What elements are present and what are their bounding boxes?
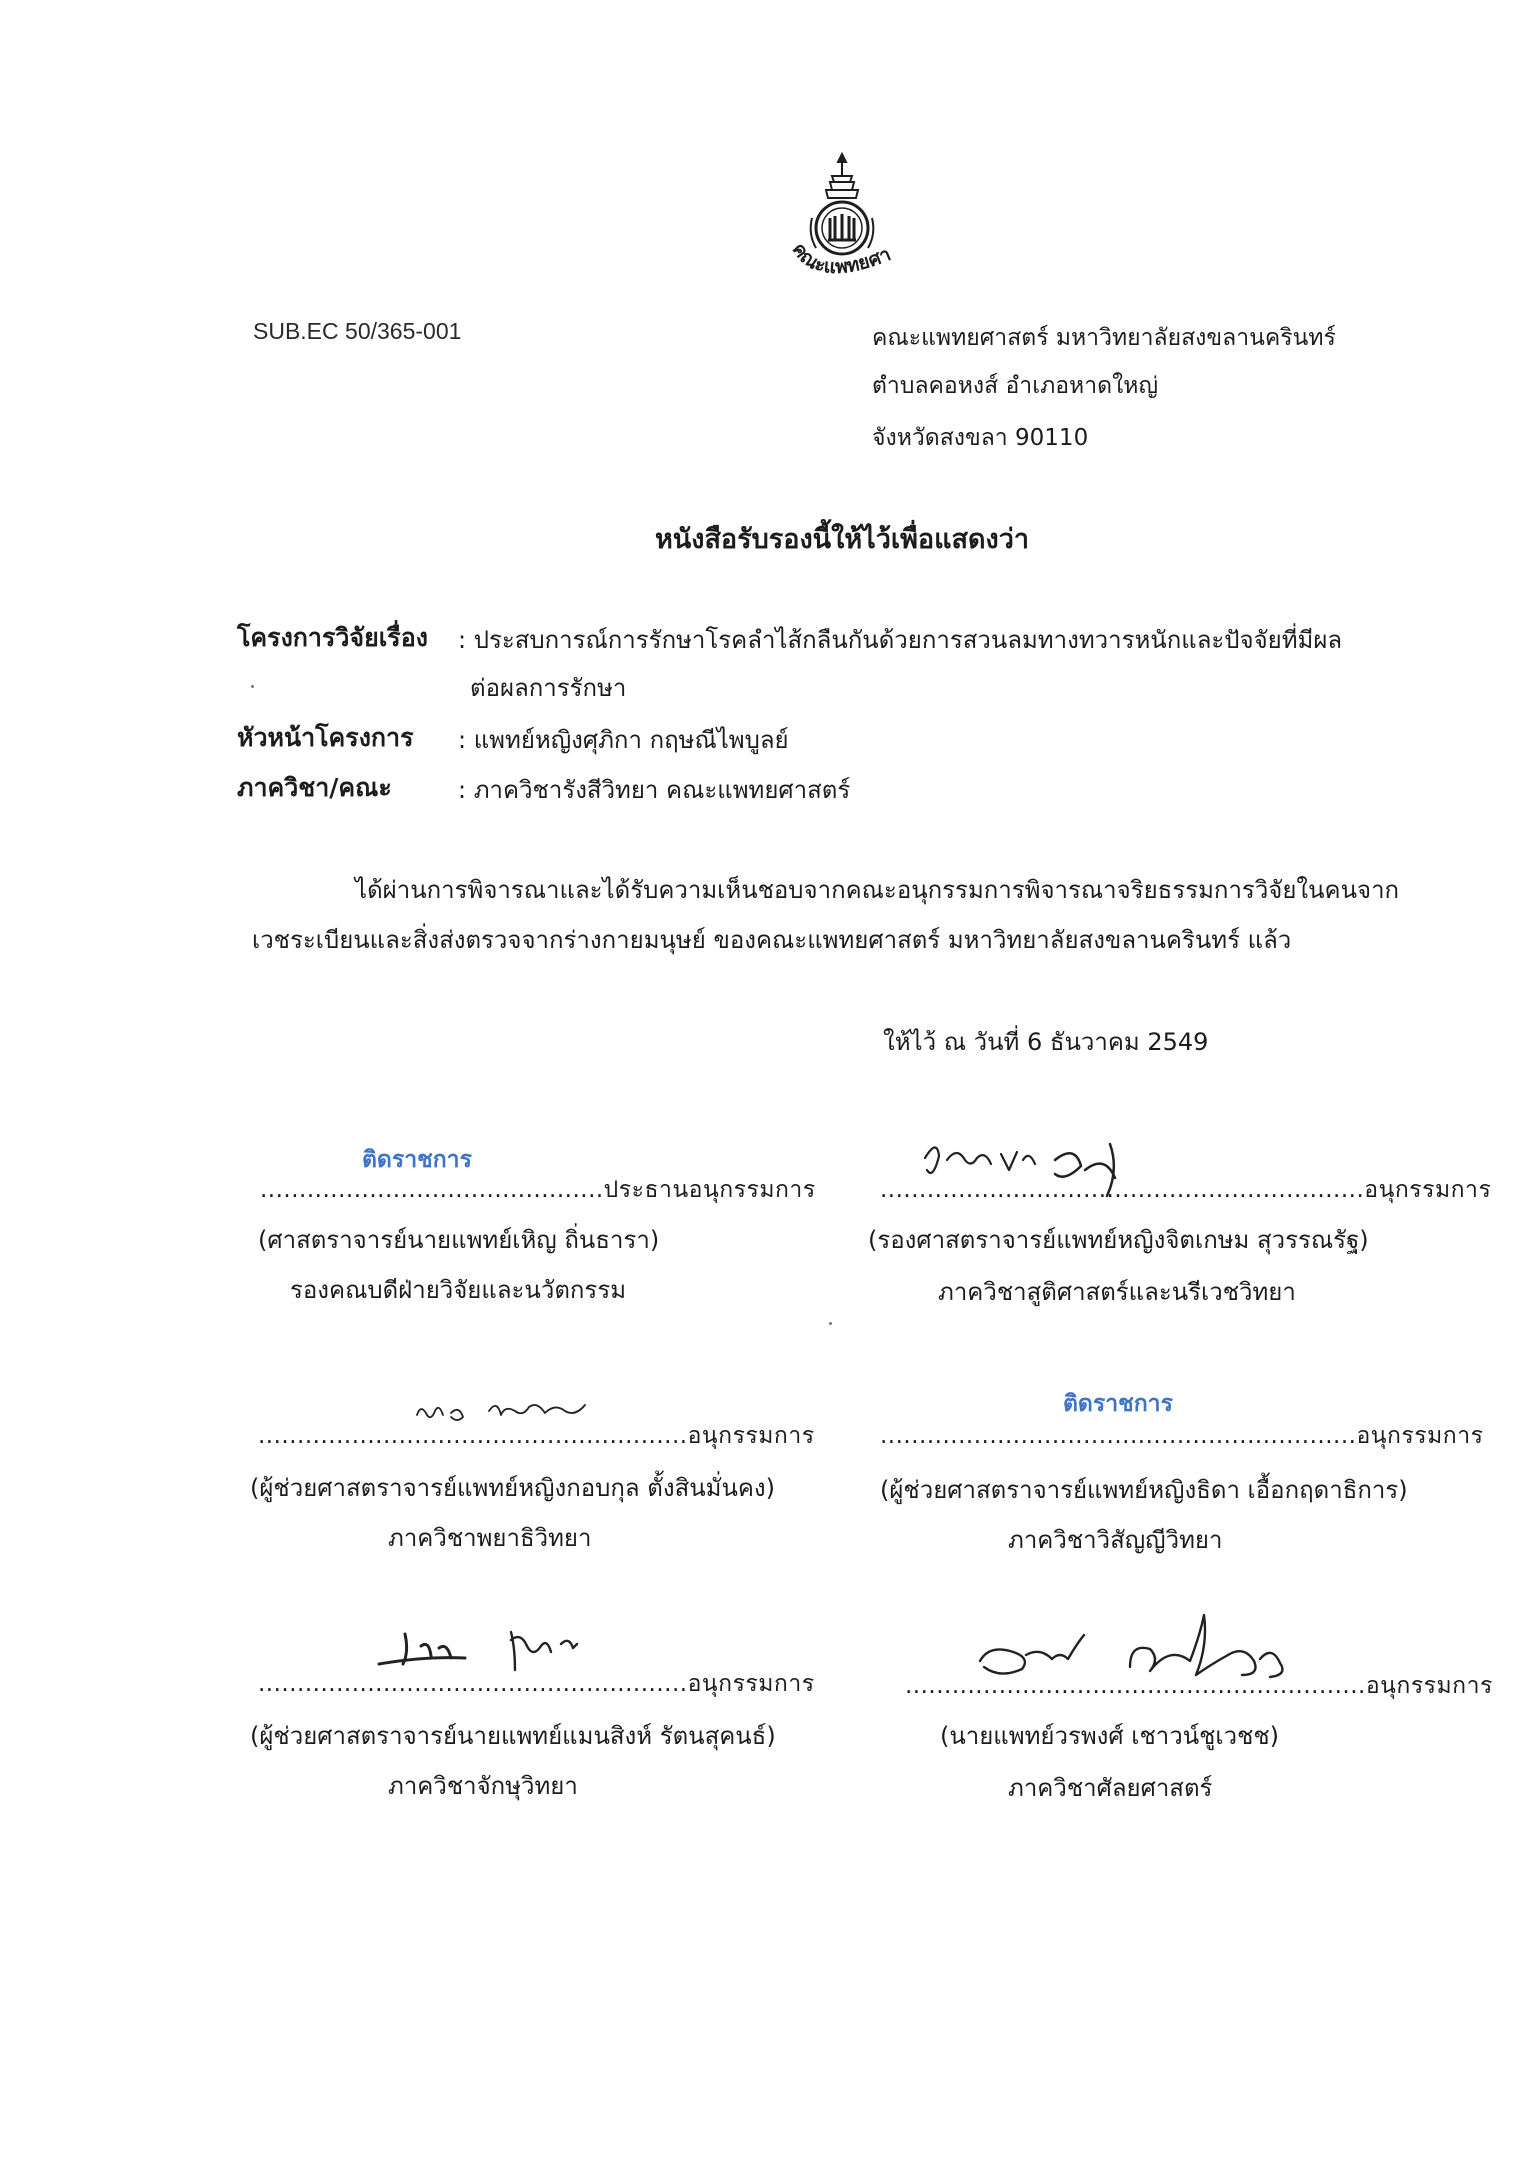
signature-line-chairman: ............................................ประธานอนุกรรมการ bbox=[260, 1177, 816, 1203]
body-line-1: ได้ผ่านการพิจารณาและได้รับความเห็นชอบจากคณะอนุกรรมการพิจารณาจริยธรรมการวิจัยในคนจาก bbox=[355, 876, 1400, 904]
lead-value: : แพทย์หญิงศุภิกา กฤษณีไพบูลย์ bbox=[458, 726, 789, 754]
stray-mark bbox=[829, 1322, 832, 1325]
absence-stamp-1: ติดราชการ bbox=[362, 1146, 472, 1172]
document-title: หนังสือรับรองนี้ให้ไว้เพื่อแสดงว่า bbox=[655, 524, 1030, 555]
signature-line-member-3: .......................................................อนุกรรมการ bbox=[258, 1423, 815, 1449]
signatory-name-5: (ผู้ช่วยศาสตราจารย์นายแพทย์แมนสิงห์ รัตนสุคนธ์) bbox=[250, 1722, 776, 1750]
reference-number: SUB.EC 50/365-001 bbox=[253, 318, 462, 344]
signatory-name-3: (ผู้ช่วยศาสตราจารย์แพทย์หญิงกอบกุล ตั้งสินมั่นคง) bbox=[250, 1474, 775, 1502]
signatory-name-6: (นายแพทย์วรพงศ์ เชาวน์ชูเวชช) bbox=[940, 1722, 1280, 1750]
address-line-2: ตำบลคอหงส์ อำเภอหาดใหญ่ bbox=[872, 373, 1159, 399]
address-line-1: คณะแพทยศาสตร์ มหาวิทยาลัยสงขลานครินทร์ bbox=[872, 325, 1336, 351]
project-title-line-1: : ประสบการณ์การรักษาโรคลำไส้กลืนกันด้วยการสวนลมทางทวารหนักและปัจจัยที่มีผล bbox=[458, 626, 1343, 654]
signatory-position-6: ภาควิชาศัลยศาสตร์ bbox=[1008, 1774, 1213, 1802]
faculty-seal-logo bbox=[772, 148, 912, 296]
project-label: โครงการวิจัยเรื่อง bbox=[237, 623, 428, 652]
seal-lettering: คณะแพทยศา bbox=[787, 238, 895, 279]
signatory-name-1: (ศาสตราจารย์นายแพทย์เหิญ ถิ่นธารา) bbox=[258, 1226, 660, 1254]
signatory-position-2: ภาควิชาสูติศาสตร์และนรีเวชวิทยา bbox=[938, 1278, 1296, 1306]
signature-line-member-5: .......................................................อนุกรรมการ bbox=[258, 1671, 815, 1697]
signatory-position-1: รองคณบดีฝ่ายวิจัยและนวัตกรรม bbox=[290, 1276, 627, 1304]
signatory-position-5: ภาควิชาจักษุวิทยา bbox=[388, 1772, 578, 1800]
project-title-line-2: ต่อผลการรักษา bbox=[470, 674, 627, 702]
signature-line-member-6: ...........................................................อนุกรรมการ bbox=[905, 1673, 1493, 1699]
department-label: ภาควิชา/คณะ bbox=[237, 773, 392, 802]
address-line-3: จังหวัดสงขลา 90110 bbox=[872, 425, 1089, 451]
signatory-name-2: (รองศาสตราจารย์แพทย์หญิงจิตเกษม สุวรรณรัฐ) bbox=[868, 1226, 1369, 1254]
seal-emblem-icon bbox=[772, 148, 912, 296]
signatory-position-3: ภาควิชาพยาธิวิทยา bbox=[388, 1524, 592, 1552]
signatory-name-4: (ผู้ช่วยศาสตราจารย์แพทย์หญิงธิดา เอื้อกฤดาธิการ) bbox=[880, 1476, 1408, 1504]
absence-stamp-4: ติดราชการ bbox=[1063, 1390, 1173, 1416]
lead-label: หัวหน้าโครงการ bbox=[237, 723, 414, 752]
body-line-2: เวชระเบียนและสิ่งส่งตรวจจากร่างกายมนุษย์ ของคณะแพทยศาสตร์ มหาวิทยาลัยสงขลานครินทร์ แล้ว bbox=[252, 926, 1292, 954]
signature-line-member-4: .............................................................อนุกรรมการ bbox=[880, 1423, 1484, 1449]
stray-mark bbox=[251, 685, 254, 688]
signature-line-member-2: ..............................................................อนุกรรมการ bbox=[880, 1177, 1492, 1203]
department-value: : ภาควิชารังสีวิทยา คณะแพทยศาสตร์ bbox=[458, 776, 851, 804]
issue-date: ให้ไว้ ณ วันที่ 6 ธันวาคม 2549 bbox=[883, 1028, 1209, 1056]
signatory-position-4: ภาควิชาวิสัญญีวิทยา bbox=[1008, 1526, 1223, 1554]
